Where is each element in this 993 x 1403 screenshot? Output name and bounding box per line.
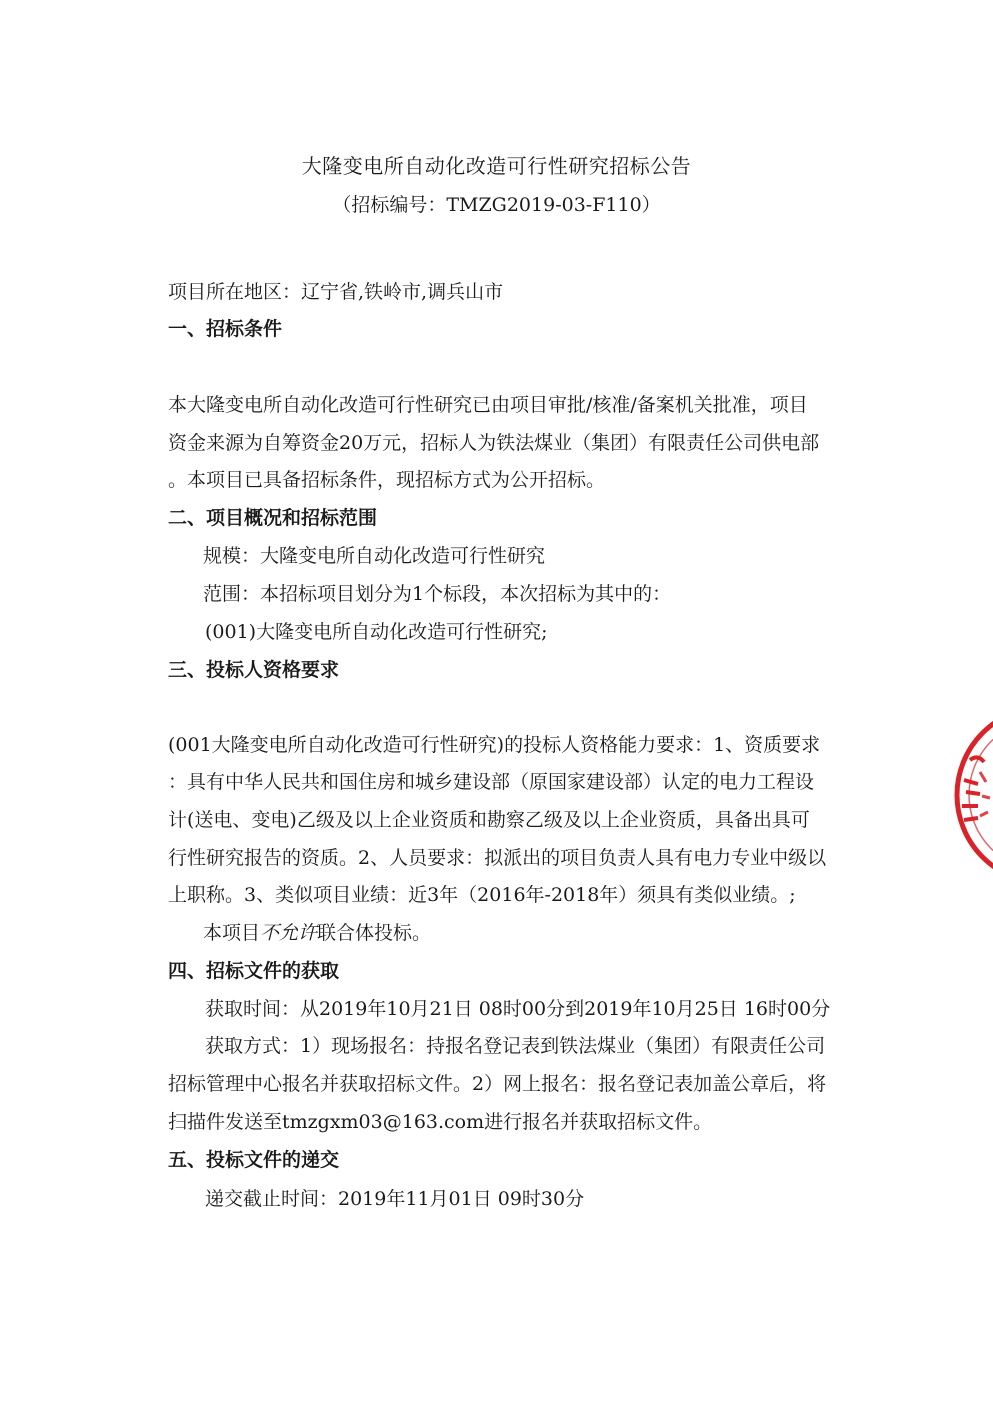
section-1-line-3: 。本项目已具备招标条件，现招标方式为公开招标。 (168, 469, 606, 491)
consortium-suffix: 联合体投标。 (317, 922, 432, 944)
acquisition-method-line-3: 扫描件发送至tmzgxm03@163.com进行报名并获取招标文件。 (168, 1111, 713, 1133)
section-3-line-3: 计(送电、变电)乙级及以上企业资质和勘察乙级及以上企业资质，具备出具可 (168, 809, 810, 831)
lot-item: (001)大隆变电所自动化改造可行性研究; (205, 621, 548, 643)
project-scope: 范围：本招标项目划分为1个标段，本次招标为其中的： (203, 583, 672, 605)
section-heading-3: 三、投标人资格要求 (168, 659, 340, 681)
acquisition-method-line-1: 获取方式：1）现场报名：持报名登记表到铁法煤业（集团）有限责任公司 (205, 1035, 826, 1057)
section-heading-2: 二、项目概况和招标范围 (168, 507, 378, 529)
section-3-line-2: ：具有中华人民共和国住房和城乡建设部（原国家建设部）认定的电力工程设 (168, 771, 815, 793)
section-1-line-2: 资金来源为自筹资金20万元，招标人为铁法煤业（集团）有限责任公司供电部 (168, 432, 820, 454)
acquisition-method-line-2: 招标管理中心报名并获取招标文件。2）网上报名：报名登记表加盖公章后，将 (168, 1073, 827, 1095)
section-1-line-1: 本大隆变电所自动化改造可行性研究已由项目审批/核准/备案机关批准，项目 (168, 394, 808, 416)
document-title: 大隆变电所自动化改造可行性研究招标公告 (301, 154, 692, 178)
acquisition-time: 获取时间：从2019年10月21日 08时00分到2019年10月25日 16时00分 (205, 998, 831, 1020)
section-heading-4: 四、招标文件的获取 (168, 960, 340, 982)
tender-number: （招标编号：TMZG2019-03-F110） (332, 194, 661, 216)
consortium-statement (203, 914, 868, 952)
section-heading-1: 一、招标条件 (168, 318, 283, 340)
section-3-line-5: 上职称。3、类似项目业绩：近3年（2016年-2018年）须具有类似业绩。; (168, 884, 796, 906)
section-heading-5: 五、投标文件的递交 (168, 1149, 340, 1171)
official-seal-icon (950, 700, 993, 890)
section-3-line-4: 行性研究报告的资质。2、人员要求：拟派出的项目负责人具有电力专业中级以 (168, 847, 827, 869)
section-3-line-1: (001大隆变电所自动化改造可行性研究)的投标人资格能力要求：1、资质要求 (168, 734, 821, 756)
consortium-prefix: 本项目 (203, 922, 261, 944)
consortium-not-allowed: 不允许 (260, 922, 318, 944)
project-location: 项目所在地区：辽宁省,铁岭市,调兵山市 (168, 281, 504, 303)
submission-deadline: 递交截止时间：2019年11月01日 09时30分 (205, 1188, 585, 1210)
project-scale: 规模：大隆变电所自动化改造可行性研究 (203, 545, 546, 567)
